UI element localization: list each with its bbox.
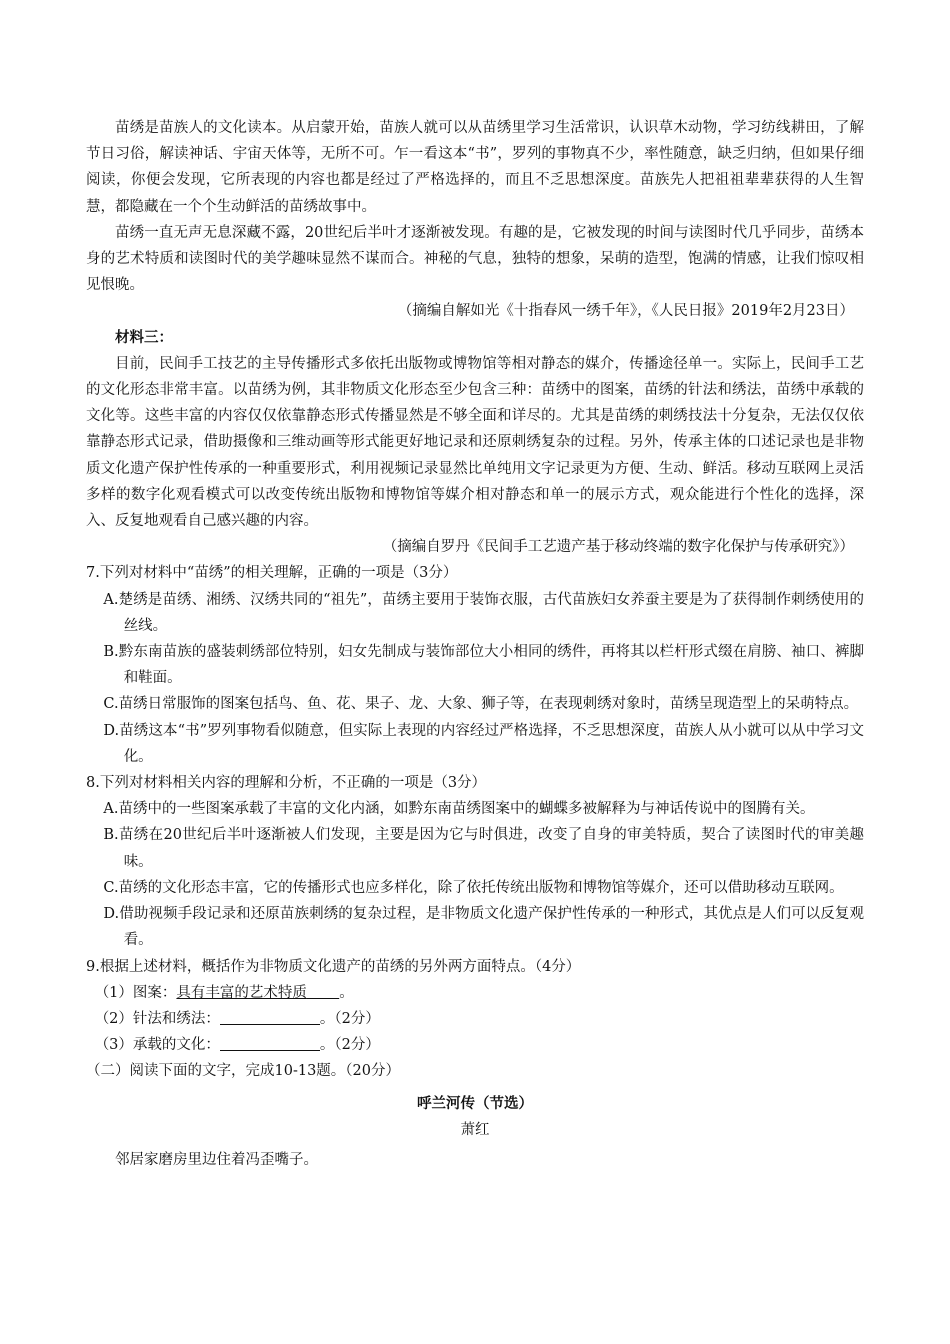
question-7-stem: 7.下列对材料中“苗绣”的相关理解，正确的一项是（3分）: [86, 565, 458, 582]
q9-item2-label: （2）针法和绣法：: [94, 1010, 220, 1027]
source-citation-material2: （摘编自解如光《十指春风一绣千年》，《人民日报》2019年2月23日）: [397, 303, 854, 320]
question-7-option-d: D.苗绣这本“书”罗列事物看似随意，但实际上表现的内容经过严格选择，不乏思想深度，苗族人从小就可以从中学习文化。: [103, 722, 864, 765]
question-9-stem: 9.根据上述材料，概括作为非物质文化遗产的苗绣的另外两方面特点。（4分）: [86, 958, 581, 975]
q9-item2-end: 。（2分）: [319, 1010, 380, 1027]
source-citation-material3: （摘编自罗丹《民间手工艺遗产基于移动终端的数字化保护与传承研究》）: [382, 539, 854, 556]
question-8-option-b: B.苗绣在20世纪后半叶逐渐被人们发现，主要是因为它与时俱进，改变了自身的审美特质，契合了读图时代的审美趣味。: [103, 827, 864, 870]
q9-item1-answer: 具有丰富的艺术特质: [176, 984, 307, 1001]
question-9-item-3: [86, 1032, 864, 1058]
question-8-option-c: C.苗绣的文化形态丰富，它的传播形式也应多样化，除了依托传统出版物和博物馆等媒介，还可以借助移动互联网。: [103, 879, 844, 896]
q9-item3-end: 。（2分）: [319, 1037, 380, 1054]
question-8-stem: 8.下列对材料相关内容的理解和分析，不正确的一项是（3分）: [86, 775, 487, 792]
question-7-option-a: A.楚绣是苗绣、湘绣、汉绣共同的“祖先”，苗绣主要用于装饰衣服，古代苗族妇女养蚕主要是为了获得制作刺绣使用的丝线。: [103, 591, 864, 634]
question-9-item-1: [86, 980, 864, 1006]
material3-heading: 材料三：: [115, 328, 173, 346]
q9-item1-underline-tail: [307, 985, 339, 1001]
question-9-item-2: [86, 1006, 864, 1032]
question-7-option-c: C.苗绣日常服饰的图案包括鸟、鱼、花、果子、龙、大象、狮子等，在表现刺绣对象时，苗绣呈现造型上的呆萌特点。: [103, 696, 859, 713]
paragraph-embroidery-discovery: 苗绣一直无声无息深藏不露，20世纪后半叶才逐渐被发现。有趣的是，它被发现的时间与读图时代几乎同步，苗绣本身的艺术特质和读图时代的美学趣味显然不谋而合。神秘的气息，独特的想象，呆萌的造型，饱满的情感，让我们惊叹相见恨晚。: [86, 224, 864, 294]
q9-item3-label: （3）承载的文化：: [94, 1037, 220, 1054]
paragraph-embroidery-reader: 苗绣是苗族人的文化读本。从启蒙开始，苗族人就可以从苗绣里学习生活常识，认识草木动物，学习纺线耕田，了解节日习俗，解读神话、宇宙天体等，无所不可。乍一看这本“书”，罗列的事物真不少，率性随意，缺乏归纳，但如果仔细阅读，你便会发现，它所表现的内容也都是经过了严格选择的，而且不乏思想深度。苗族先人把祖祖辈辈获得的人生智慧，都隐藏在一个个生动鲜活的苗绣故事中。: [86, 120, 864, 215]
question-8-option-d: D.借助视频手段记录和还原苗族刺绣的复杂过程，是非物质文化遗产保护性传承的一种形式，其优点是人们可以反复观看。: [103, 906, 864, 949]
question-8-option-a: A.苗绣中的一些图案承载了丰富的文化内涵，如黔东南苗绣图案中的蝴蝶多被解释为与神话传说中的图腾有关。: [103, 801, 815, 818]
story-first-line: 邻居家磨房里边住着冯歪嘴子。: [115, 1151, 318, 1168]
story-title: 呼兰河传（节选）: [417, 1094, 533, 1112]
q9-item2-blank[interactable]: [220, 1009, 320, 1025]
question-7-option-b: B.黔东南苗族的盛装刺绣部位特别，妇女先制成与装饰部位大小相同的绣件，再将其以栏杆形式缀在肩膀、袖口、裤脚和鞋面。: [103, 644, 864, 687]
section-2-heading: （二）阅读下面的文字，完成10-13题。（20分）: [86, 1063, 400, 1080]
story-author: 萧红: [460, 1121, 490, 1138]
q9-item3-blank[interactable]: [220, 1036, 320, 1052]
q9-item1-end: 。: [339, 984, 354, 1001]
paragraph-material3: 目前，民间手工技艺的主导传播形式多依托出版物或博物馆等相对静态的媒介，传播途径单一。实际上，民间手工艺的文化形态非常丰富。以苗绣为例，其非物质文化形态至少包含三种：苗绣中的图案，苗绣的针法和绣法，苗绣中承载的文化等。这些丰富的内容仅仅依靠静态形式传播显然是不够全面和详尽的。尤其是苗绣的刺绣技法十分复杂，无法仅仅依靠静态形式记录，借助摄像和三维动画等形式能更好地记录和还原刺绣复杂的过程。另外，传承主体的口述记录也是非物质文化遗产保护性传承的一种重要形式，利用视频记录显然比单纯用文字记录更为方便、生动、鲜活。移动互联网上灵活多样的数字化观看模式可以改变传统出版物和博物馆等媒介相对静态和单一的展示方式，观众能进行个性化的选择，深入、反复地观看自己感兴趣的内容。: [86, 355, 864, 530]
q9-item1-label: （1）图案：: [94, 984, 177, 1001]
